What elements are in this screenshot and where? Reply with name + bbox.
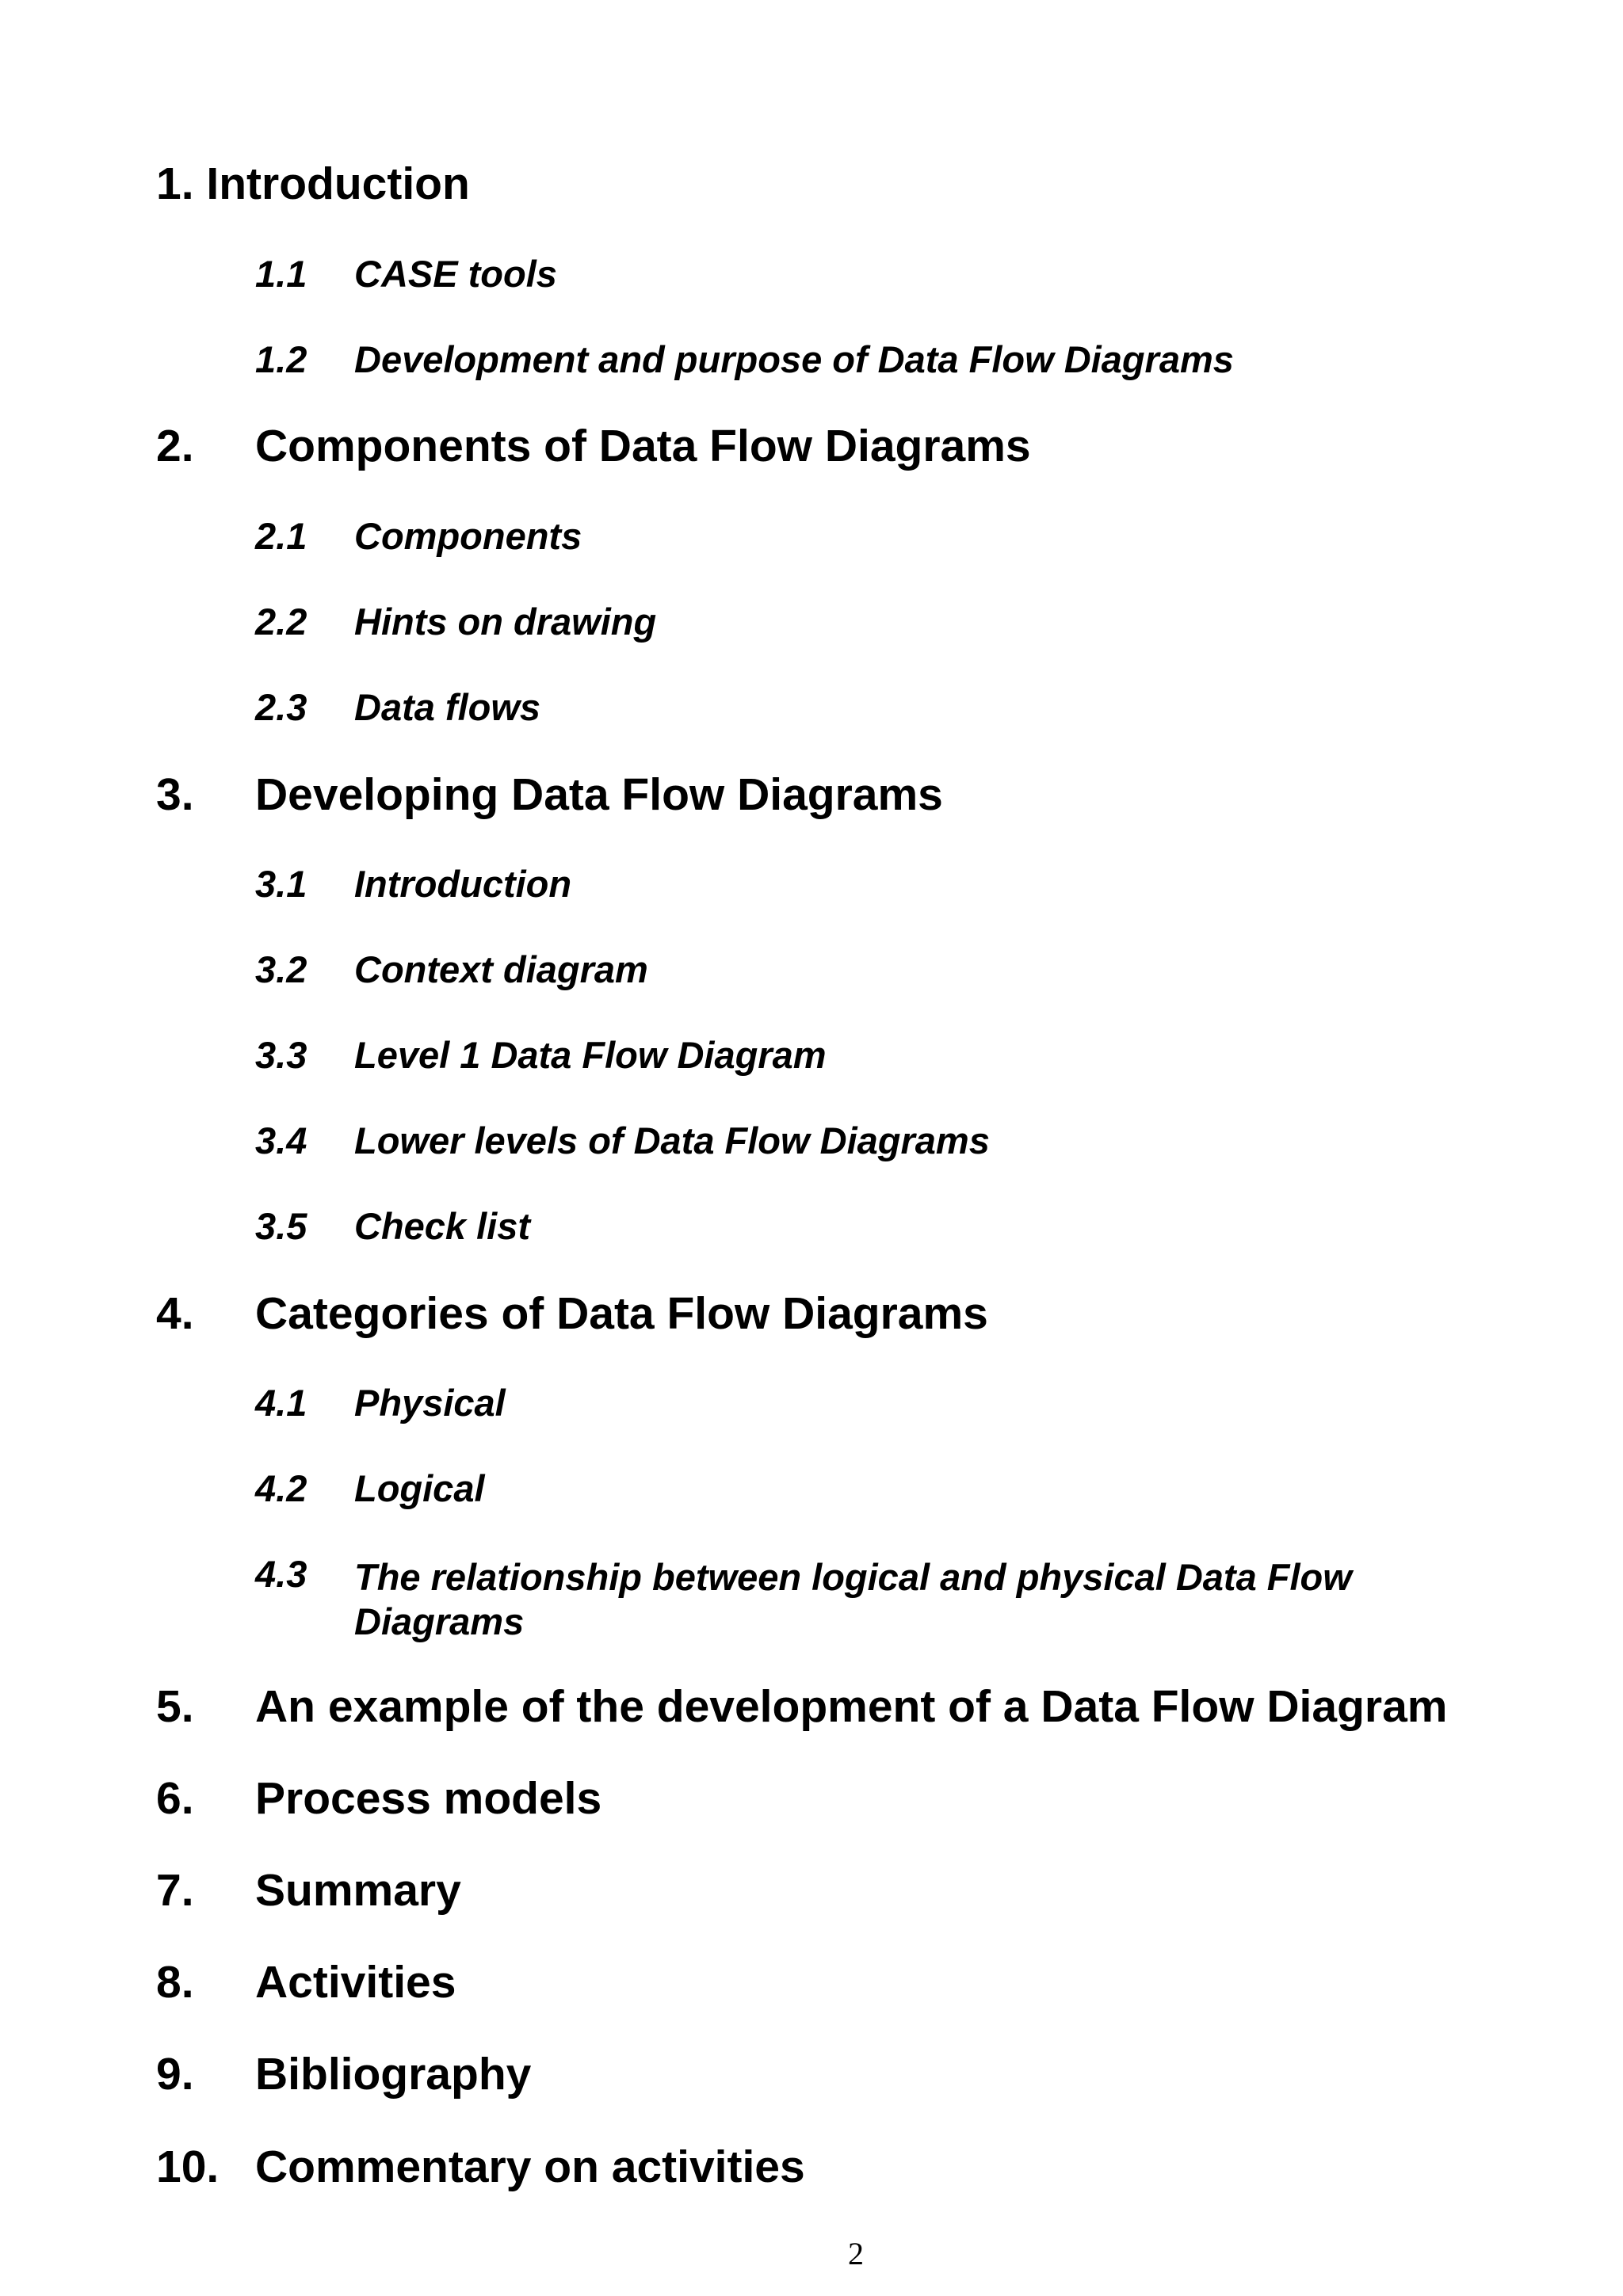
toc-entry-title: An example of the development of a Data Flow Diagram xyxy=(255,1681,1448,1732)
toc-entry-title: Process models xyxy=(255,1773,602,1824)
toc-entry-number: 9. xyxy=(156,2049,194,2100)
toc-entry-number: 2. xyxy=(156,421,194,471)
toc-entry-number: 1.2 xyxy=(255,338,307,380)
toc-entry-number: 3.4 xyxy=(255,1119,307,1161)
toc-entry-number: 4.1 xyxy=(255,1382,307,1424)
toc-entry-number: 3.5 xyxy=(255,1205,307,1247)
toc-entry-number: 2.3 xyxy=(255,686,307,728)
toc-entry-title: Check list xyxy=(354,1205,531,1247)
toc-entry-number: 7. xyxy=(156,1865,194,1916)
toc-entry-title: Data flows xyxy=(354,686,541,728)
toc-entry-title: Commentary on activities xyxy=(255,2142,805,2192)
toc-entry-title: Lower levels of Data Flow Diagrams xyxy=(354,1119,990,1161)
toc-entry-title: Activities xyxy=(255,1957,456,2008)
toc-entry-title: Categories of Data Flow Diagrams xyxy=(255,1288,988,1339)
toc-entry-number: 2.1 xyxy=(255,515,307,557)
toc-entry-number: 1.1 xyxy=(255,253,307,295)
toc-entry-number: 3.2 xyxy=(255,948,307,990)
toc-entry-number: 3.3 xyxy=(255,1034,307,1076)
toc-entry-number: 6. xyxy=(156,1773,194,1824)
toc-entry-title: CASE tools xyxy=(354,253,557,295)
toc-entry-title: Summary xyxy=(255,1865,461,1916)
toc-entry-title: Developing Data Flow Diagrams xyxy=(255,769,943,820)
toc-entry-label: 1. Introduction xyxy=(156,158,470,209)
toc-entry-number: 3.1 xyxy=(255,863,307,905)
toc-entry-number: 4. xyxy=(156,1288,194,1339)
toc-entry-title: Physical xyxy=(354,1382,506,1424)
toc-entry-title: Logical xyxy=(354,1467,485,1509)
toc-entry-number: 8. xyxy=(156,1957,194,2008)
toc-entry-title: Level 1 Data Flow Diagram xyxy=(354,1034,827,1076)
toc-entry-number: 5. xyxy=(156,1681,194,1732)
toc-entry-title: Components of Data Flow Diagrams xyxy=(255,421,1031,471)
toc-entry-title: Introduction xyxy=(354,863,572,905)
toc-entry-number: 3. xyxy=(156,769,194,820)
toc-entry-title: Context diagram xyxy=(354,948,648,990)
toc-entry-title: Components xyxy=(354,515,582,557)
toc-entry-number: 2.2 xyxy=(255,601,307,643)
toc-entry-title: Hints on drawing xyxy=(354,601,657,643)
toc-entry-number: 10. xyxy=(156,2142,220,2192)
page-number: 2 xyxy=(848,2236,864,2271)
toc-entry-number: 4.3 xyxy=(255,1553,307,1595)
toc-entry-title: Bibliography xyxy=(255,2049,532,2100)
toc-entry-title: The relationship between logical and physical Data Flow Diagrams xyxy=(354,1556,1352,1642)
toc-entry-number: 4.2 xyxy=(255,1467,307,1509)
toc-entry-title: Development and purpose of Data Flow Diagrams xyxy=(354,338,1234,380)
